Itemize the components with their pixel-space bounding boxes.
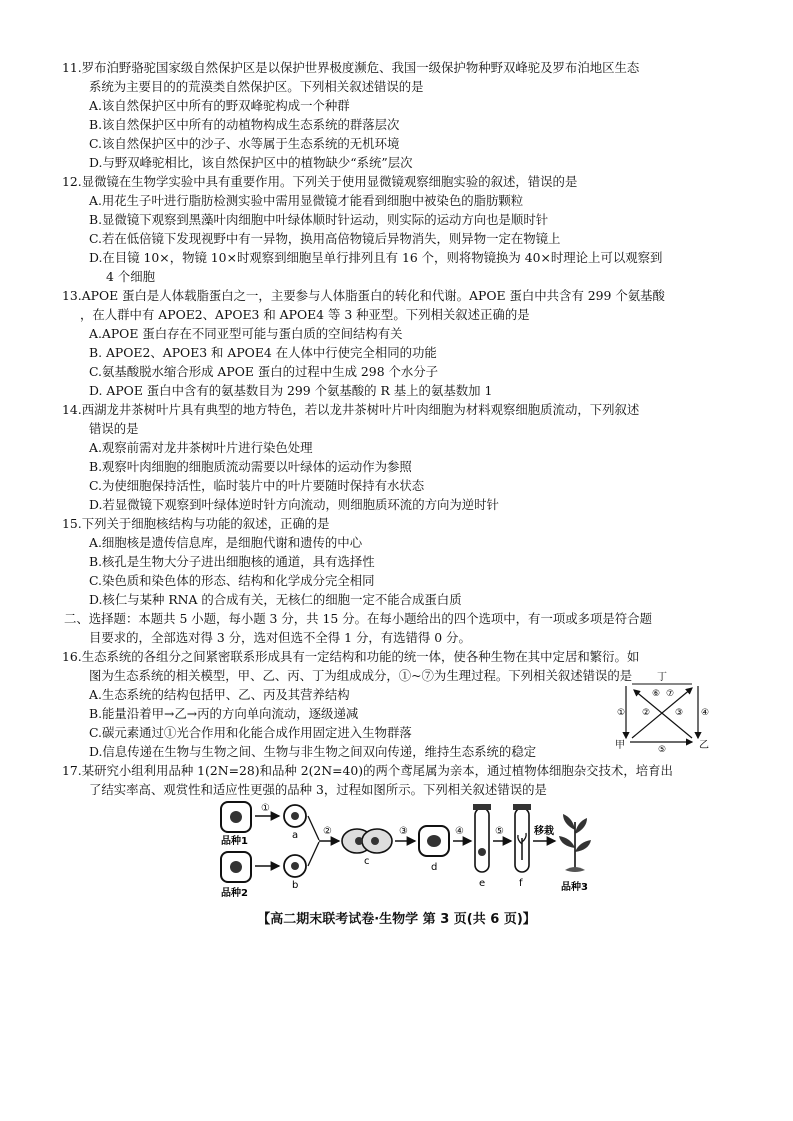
q12-stem-line-1: 12.显微镜在生物学实验中具有重要作用。下列关于使用显微镜观察细胞实验的叙述，错误的是: [62, 174, 578, 189]
q11-option-d: D.与野双峰驼相比，该自然保护区中的植物缺少“系统”层次: [89, 155, 413, 170]
step-1: ①: [261, 803, 270, 814]
q11-option-a: A.该自然保护区中所有的野双峰驼构成一个种群: [89, 98, 350, 113]
node-ding-label: 丁: [657, 672, 667, 683]
q12-option-d-continued: 4 个细胞: [106, 269, 155, 284]
process-1: ①: [617, 708, 626, 718]
process-6: ⑥: [652, 689, 661, 699]
step-3: ③: [399, 826, 408, 837]
q14-stem-line-2: 错误的是: [89, 421, 139, 436]
variety1-cell: [221, 802, 251, 832]
q14-option-a: A.观察前需对龙井茶树叶片进行染色处理: [89, 440, 313, 455]
test-tube-e-callus: [473, 804, 491, 872]
merge-line-bottom: [308, 842, 319, 866]
q16-stem-line-2: 图为生态系统的相关模型，甲、乙、丙、丁为组成成分，①~⑦为生理过程。下列相关叙述错误的是: [89, 668, 633, 683]
process-4: ④: [701, 708, 710, 718]
q17-stem-line-2: 了结实率高、观赏性和适应性更强的品种 3，过程如图所示。下列相关叙述错误的是: [89, 782, 547, 797]
q13-option-c: C.氨基酸脱水缩合形成 APOE 蛋白的过程中生成 298 个水分子: [89, 364, 439, 379]
node-yi-label: 乙: [699, 740, 709, 751]
variety3-label: 品种3: [561, 882, 588, 893]
q11-option-b: B.该自然保护区中所有的动植物构成生态系统的群落层次: [89, 117, 400, 132]
q14-option-c: C.为使细胞保持活性，临时装片中的叶片要随时保持有水状态: [89, 478, 425, 493]
label-c: c: [364, 856, 370, 867]
q14-option-b: B.观察叶肉细胞的细胞质流动需要以叶绿体的运动作为参照: [89, 459, 412, 474]
label-b: b: [292, 880, 299, 891]
step-5: ⑤: [495, 826, 504, 837]
q17-hybridization-diagram: [215, 800, 595, 902]
page-footer: 【高二期末联考试卷·生物学 第 3 页(共 6 页)】: [257, 912, 536, 927]
process-3: ③: [675, 708, 684, 718]
step-2: ②: [323, 826, 332, 837]
q13-option-a: A.APOE 蛋白存在不同亚型可能与蛋白质的空间结构有关: [89, 326, 403, 341]
q13-stem-line-1: 13.APOE 蛋白是人体载脂蛋白之一，主要参与人体脂蛋白的转化和代谢。APOE 蛋白中共含有 299 个氨基酸: [62, 288, 665, 303]
fusing-cell-c: [342, 829, 392, 853]
q15-stem-line-1: 15.下列关于细胞核结构与功能的叙述，正确的是: [62, 516, 330, 531]
q14-stem-line-1: 14.西湖龙井茶树叶片具有典型的地方特色，若以龙井茶树叶片叶肉细胞为材料观察细胞质流动，下列叙述: [62, 402, 640, 417]
q17-stem-line-1: 17.某研究小组利用品种 1(2N=28)和品种 2(2N=40)的两个鸢尾属为亲本，通过植物体细胞杂交技术，培育出: [62, 763, 673, 778]
hybrid-cell-d: [419, 826, 449, 856]
q16-stem-line-1: 16.生态系统的各组分之间紧密联系形成具有一定结构和功能的统一体，使各种生物在其中定居和繁衍。如: [62, 649, 640, 664]
q16-option-c: C.碳元素通过①光合作用和化能合成作用固定进入生物群落: [89, 725, 412, 740]
q11-stem-line-2: 系统为主要目的的荒漠类自然保护区。下列相关叙述错误的是: [89, 79, 424, 94]
q12-option-c: C.若在低倍镜下发现视野中有一异物，换用高倍物镜后异物消失，则异物一定在物镜上: [89, 231, 561, 246]
label-e: e: [479, 878, 486, 889]
q13-option-b: B. APOE2、APOE3 和 APOE4 在人体中行使完全相同的功能: [89, 345, 437, 360]
q15-option-d: D.核仁与某种 RNA 的合成有关，无核仁的细胞一定不能合成蛋白质: [89, 592, 462, 607]
q11-stem-line-1: 11.罗布泊野骆驼国家级自然保护区是以保护世界极度濒危、我国一级保护物种野双峰驼及罗布泊地区生态: [62, 60, 640, 75]
q14-option-d: D.若显微镜下观察到叶绿体逆时针方向流动，则细胞质环流的方向为逆时针: [89, 497, 499, 512]
q15-option-b: B.核孔是生物大分子进出细胞核的通道，具有选择性: [89, 554, 375, 569]
q13-option-d: D. APOE 蛋白中含有的氨基数目为 299 个氨基酸的 R 基上的氨基数加 1: [89, 383, 493, 398]
process-2: ②: [642, 708, 651, 718]
process-5: ⑤: [658, 745, 667, 752]
protoplast-b: [284, 855, 306, 877]
test-tube-f-seedling: [513, 804, 531, 872]
transplant-label: 移栽: [534, 826, 554, 837]
process-7: ⑦: [666, 689, 675, 699]
variety3-plant: [559, 814, 591, 872]
q13-stem-line-2: ，在人群中有 APOE2、APOE3 和 APOE4 等 3 种亚型。下列相关叙述正确的是: [80, 307, 530, 322]
label-d: d: [431, 862, 438, 873]
section-2-header-line-2: 目要求的，全部选对得 3 分，选对但选不全得 1 分，有选错得 0 分。: [89, 630, 471, 645]
variety1-label: 品种1: [221, 836, 248, 847]
step-4: ④: [455, 826, 464, 837]
q16-ecosystem-diagram: [612, 668, 712, 752]
q11-option-c: C.该自然保护区中的沙子、水等属于生态系统的无机环境: [89, 136, 400, 151]
protoplast-a: [284, 805, 306, 827]
q12-option-a: A.用花生子叶进行脂肪检测实验中需用显微镜才能看到细胞中被染色的脂肪颗粒: [89, 193, 524, 208]
merge-line-top: [308, 816, 319, 840]
q16-option-d: D.信息传递在生物与生物之间、生物与非生物之间双向传递，维持生态系统的稳定: [89, 744, 537, 759]
q16-option-a: A.生态系统的结构包括甲、乙、丙及其营养结构: [89, 687, 350, 702]
q16-option-b: B.能量沿着甲→乙→丙的方向单向流动，逐级递减: [89, 706, 359, 721]
q12-option-d: D.在目镜 10×，物镜 10×时观察到细胞呈单行排列且有 16 个，则将物镜换为 40×时理论上可以观察到: [89, 250, 663, 265]
section-2-header-line-1: 二、选择题：本题共 5 小题，每小题 3 分，共 15 分。在每小题给出的四个选项中，有一项或多项是符合题: [64, 611, 652, 626]
node-jia-label: 甲: [615, 740, 625, 751]
q15-option-c: C.染色质和染色体的形态、结构和化学成分完全相同: [89, 573, 375, 588]
variety2-label: 品种2: [221, 888, 248, 899]
label-a: a: [292, 830, 299, 841]
q15-option-a: A.细胞核是遗传信息库，是细胞代谢和遗传的中心: [89, 535, 363, 550]
q12-option-b: B.显微镜下观察到黑藻叶肉细胞中叶绿体顺时针运动，则实际的运动方向也是顺时针: [89, 212, 549, 227]
label-f: f: [519, 878, 523, 889]
variety2-cell: [221, 852, 251, 882]
